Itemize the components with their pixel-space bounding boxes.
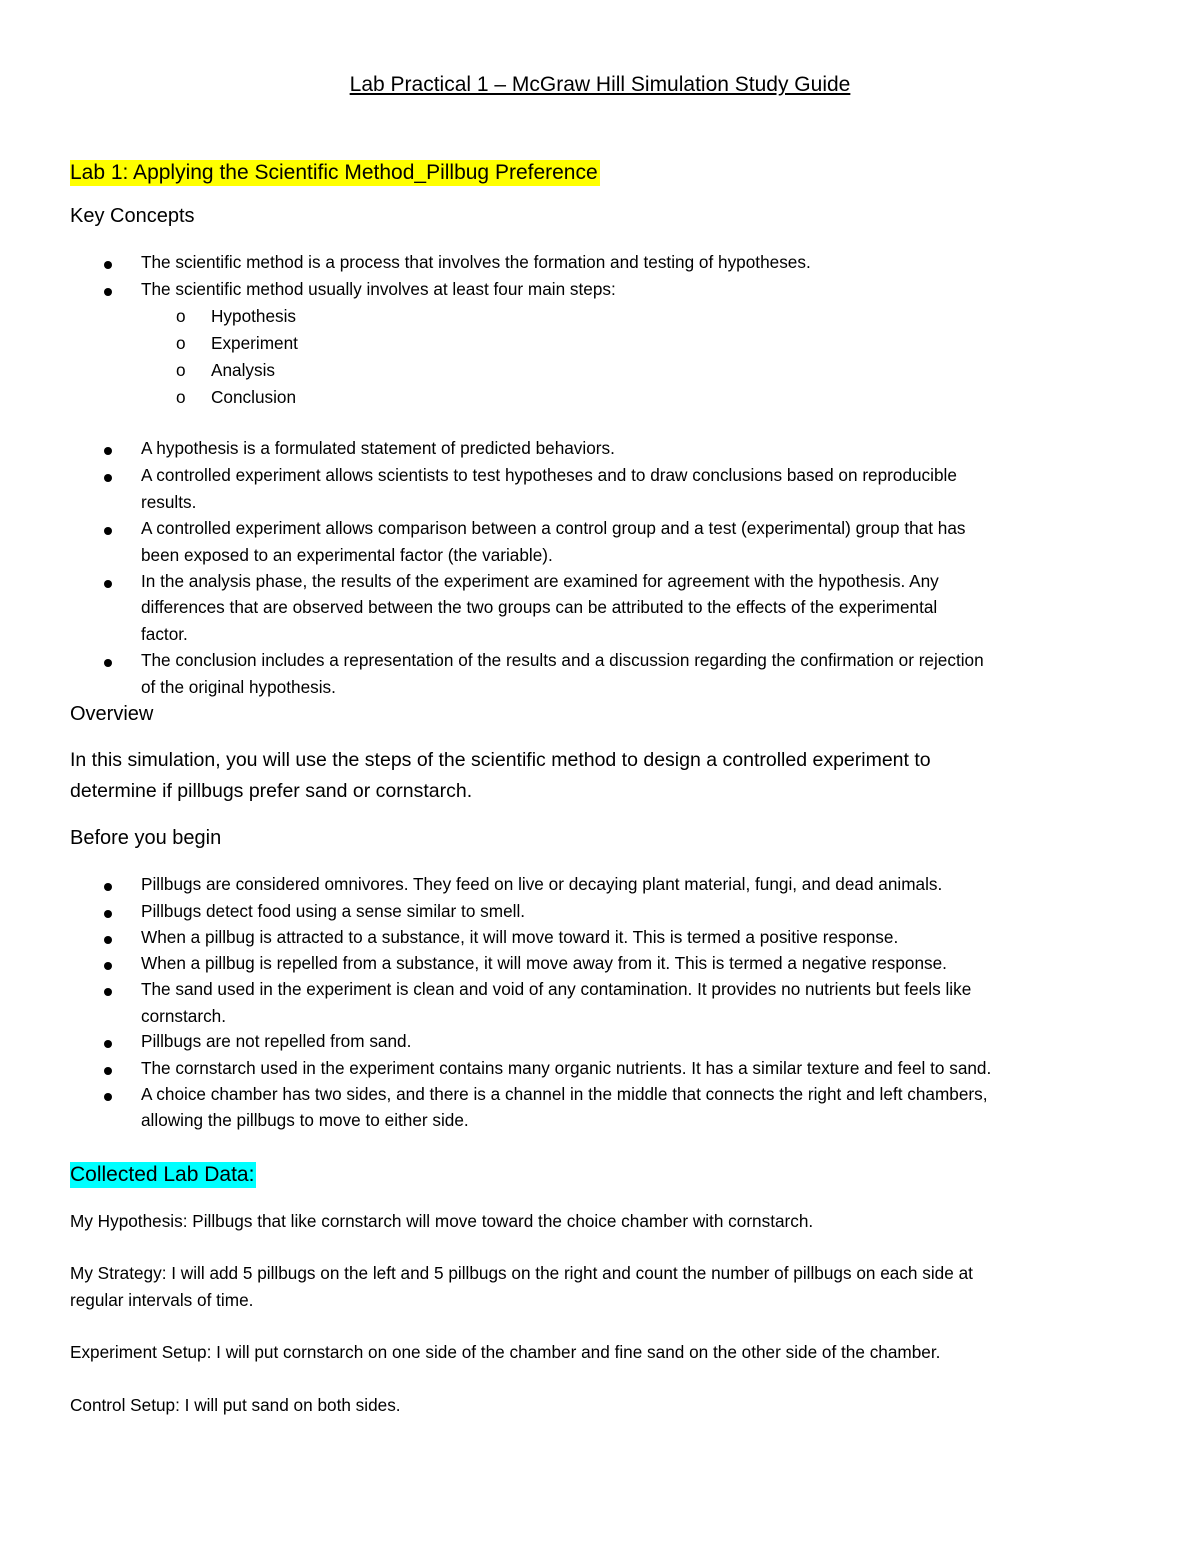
bullet-icon [104, 872, 112, 898]
list-item: A hypothesis is a formulated statement of predicted behaviors. [141, 438, 615, 458]
bullet-icon [104, 1082, 112, 1108]
overview-heading: Overview [70, 703, 154, 725]
bullet-icon [104, 1056, 112, 1082]
overview-text: In this simulation, you will use the steps of the scientific method to design a controlled experiment to [70, 749, 931, 771]
list-item: The cornstarch used in the experiment contains many organic nutrients. It has a similar texture and feel to sand. [141, 1058, 992, 1078]
my-strategy-continued: regular intervals of time. [70, 1290, 254, 1310]
list-item: Pillbugs detect food using a sense similar to smell. [141, 901, 526, 921]
experiment-setup: Experiment Setup: I will put cornstarch on one side of the chamber and fine sand on the other side of the chamber. [70, 1342, 941, 1362]
key-concepts-heading: Key Concepts [70, 205, 195, 227]
list-item: The scientific method usually involves at least four main steps: [141, 279, 616, 299]
step-item-experiment: Experiment [211, 333, 298, 353]
my-strategy: My Strategy: I will add 5 pillbugs on the left and 5 pillbugs on the right and count the number of pillbugs on each side at [70, 1263, 973, 1283]
bullet-icon [104, 925, 112, 951]
list-item: Pillbugs are considered omnivores. They feed on live or decaying plant material, fungi, and dead animals. [141, 874, 943, 894]
list-item-continued: allowing the pillbugs to move to either side. [141, 1110, 469, 1130]
sub-bullet-icon: o [176, 306, 186, 326]
list-item-continued: of the original hypothesis. [141, 677, 336, 697]
list-item-continued: differences that are observed between the two groups can be attributed to the effects of the experimental [141, 597, 938, 617]
bullet-icon [104, 436, 112, 462]
list-item-continued: results. [141, 492, 197, 512]
list-item-continued: cornstarch. [141, 1006, 227, 1026]
list-item: A controlled experiment allows scientists to test hypotheses and to draw conclusions based on reproducible [141, 465, 957, 485]
control-setup: Control Setup: I will put sand on both sides. [70, 1395, 401, 1415]
overview-text-continued: determine if pillbugs prefer sand or cornstarch. [70, 780, 473, 802]
my-hypothesis: My Hypothesis: Pillbugs that like cornstarch will move toward the choice chamber with cornstarch. [70, 1211, 814, 1231]
sub-bullet-icon: o [176, 360, 186, 380]
sub-bullet-icon: o [176, 387, 186, 407]
step-item-hypothesis: Hypothesis [211, 306, 297, 326]
bullet-icon [104, 516, 112, 542]
bullet-icon [104, 277, 112, 303]
list-item-continued: factor. [141, 624, 188, 644]
list-item: When a pillbug is repelled from a substance, it will move away from it. This is termed a negative response. [141, 953, 947, 973]
bullet-icon [104, 899, 112, 925]
list-item: Pillbugs are not repelled from sand. [141, 1031, 412, 1051]
step-item-conclusion: Conclusion [211, 387, 297, 407]
bullet-icon [104, 250, 112, 276]
step-item-analysis: Analysis [211, 360, 275, 380]
list-item-continued: been exposed to an experimental factor (the variable). [141, 545, 553, 565]
collected-heading: Collected Lab Data: [70, 1163, 255, 1186]
bullet-icon [104, 1029, 112, 1055]
list-item: In the analysis phase, the results of the experiment are examined for agreement with the hypothesis. Any [141, 571, 939, 591]
list-item: The conclusion includes a representation of the results and a discussion regarding the confirmation or rejection [141, 650, 984, 670]
list-item: A choice chamber has two sides, and there is a channel in the middle that connects the right and left chambers, [141, 1084, 988, 1104]
bullet-icon [104, 463, 112, 489]
lab1-heading: Lab 1: Applying the Scientific Method_Pillbug Preference [70, 161, 598, 184]
sub-bullet-icon: o [176, 333, 186, 353]
bullet-icon [104, 977, 112, 1003]
bullet-icon [104, 951, 112, 977]
before-heading: Before you begin [70, 827, 222, 849]
list-item: A controlled experiment allows comparison between a control group and a test (experimental) group that has [141, 518, 966, 538]
list-item: The sand used in the experiment is clean and void of any contamination. It provides no nutrients but feels like [141, 979, 972, 999]
list-item: The scientific method is a process that involves the formation and testing of hypotheses. [141, 252, 811, 272]
bullet-icon [104, 648, 112, 674]
page-title: Lab Practical 1 – McGraw Hill Simulation Study Guide [349, 73, 851, 96]
list-item: When a pillbug is attracted to a substance, it will move toward it. This is termed a positive response. [141, 927, 899, 947]
bullet-icon [104, 569, 112, 595]
